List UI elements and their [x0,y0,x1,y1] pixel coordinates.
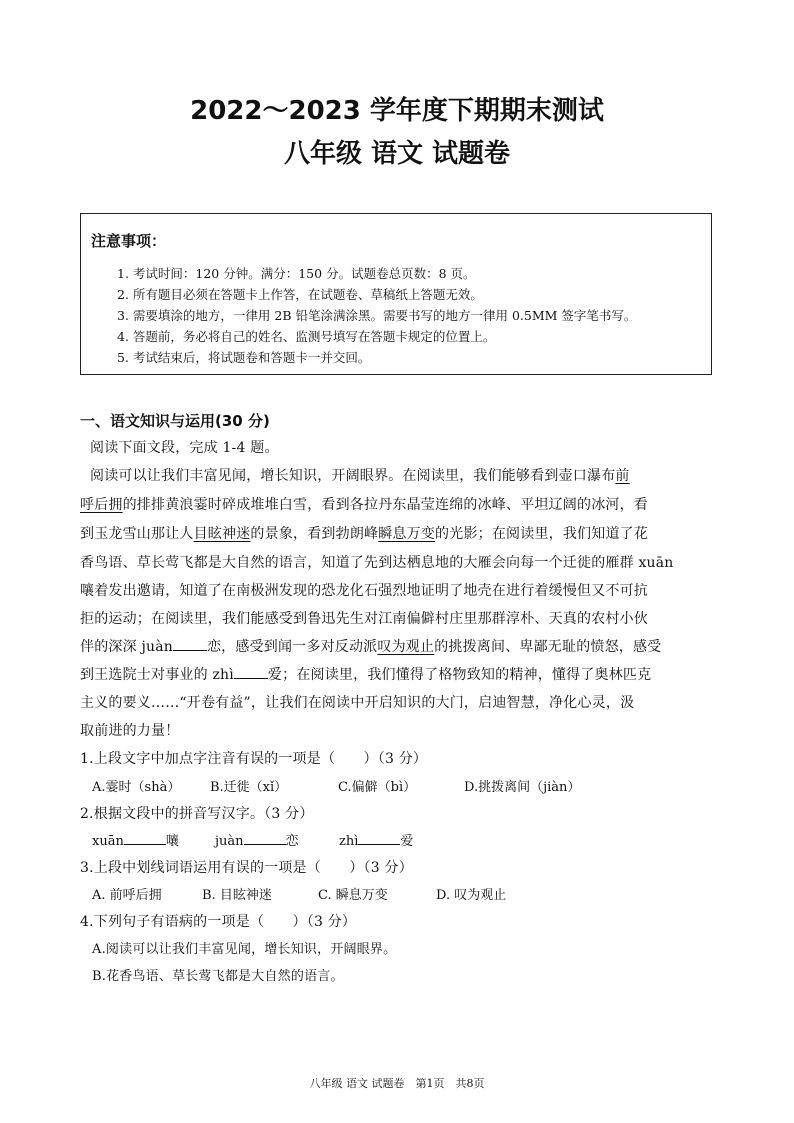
exam-title: 2022～2023 学年度下期期末测试 [190,96,604,126]
underlined-word: 呼后拥 [80,497,123,513]
question-3: 3.上段中划线词语运用有误的一项是（ ）（3 分） [80,860,413,876]
notice-title: 注意事项： [91,232,167,250]
fill-blank [358,832,400,845]
question-1: 1.上段文字中加点字注音有误的一项是（ ）（3 分） [80,751,428,767]
underlined-word: 叹为观止 [377,639,435,655]
passage-line: 主义的要义……“开卷有益”，让我们在阅读中开启知识的大门，启迪智慧，净化心灵，汲 [80,695,635,711]
passage-line [90,465,630,485]
passage-line [80,664,651,684]
passage-text: 到王选院士对事业的 zhì [80,667,234,683]
fill-blank [244,832,286,845]
option-c: C. 瞬息万变 [318,888,388,903]
passage-line: 嚷着发出邀请，知道了在南极洲发现的恐龙化石强烈地证明了地壳在进行着缓慢但又不可抗 [80,583,648,599]
passage-line: 取前进的力量！ [80,723,180,739]
question-2-items [92,830,413,849]
notice-item: 1. 考试时间：120 分钟。满分：150 分。试题卷总页数：8 页。 [117,266,476,281]
section-heading: 一、语文知识与运用(30 分) [80,412,270,430]
passage-text: 恋，感受到闻一多对反动派 [206,639,378,655]
option-a: A.阅读可以让我们丰富见闻，增长知识，开阔眼界。 [92,942,397,957]
page-footer: 八年级 语文 试题卷 第1页 共8页 [309,1077,485,1090]
passage-text: 伴的深深 juàn [80,639,173,655]
notice-item: 3. 需要填涂的地方，一律用 2B 铅笔涂满涂黑。需要书写的地方一律用 0.5MM 签字笔书写。 [117,308,637,323]
passage-text: 的挑拨离间、卑鄙无耻的愤怒，感受 [434,639,662,655]
notice-item: 4. 答题前，务必将自己的姓名、监测号填写在答题卡规定的位置上。 [117,329,496,344]
fill-blank [234,666,268,679]
exam-subtitle: 八年级 语文 试题卷 [283,139,511,169]
passage-text: 的景象，看到勃朗峰 [250,526,379,542]
passage-line [80,636,661,656]
option-b: B. 目眩神迷 [202,888,272,903]
underlined-word: 目眩神迷 [193,526,251,542]
question-1-options [92,776,580,795]
pinyin-item: zhì 爱 [339,834,414,849]
fill-blank [124,832,166,845]
option-c: C.偏僻（bì） [338,780,417,795]
passage-text: 到玉龙雪山那让人 [80,526,194,542]
pinyin-item: xuān 嚷 [92,834,179,849]
question-2: 2.根据文段中的拼音写汉字。（3 分） [80,806,314,822]
option-b: B.花香鸟语、草长莺飞都是大自然的语言。 [92,969,344,984]
notice-box [80,213,712,375]
notice-item: 5. 考试结束后，将试题卷和答题卡一并交回。 [117,350,371,365]
passage-text: 的光影；在阅读里，我们知道了花 [435,526,649,542]
option-a: A.霎时（shà） [92,780,181,795]
option-a: A. 前呼后拥 [92,888,162,903]
passage-line: 香鸟语、草长莺飞都是大自然的语言，知道了先到达栖息地的大雁会向每一个迁徙的雁群 xuān [80,555,674,571]
option-d: D. 叹为观止 [436,888,507,903]
passage-text: 的排排黄浪霎时碎成堆堆白雪，看到各拉丹东晶莹连绵的冰峰、平坦辽阔的冰河，看 [122,497,649,513]
option-b: B.迁徙（xǐ） [210,780,288,795]
question-4: 4.下列句子有语病的一项是（ ）（3 分） [80,914,357,930]
section-instruction: 阅读下面文段，完成 1-4 题。 [90,440,279,456]
passage-text: 爱；在阅读里，我们懂得了格物致知的精神，懂得了奥林匹克 [267,667,652,683]
passage-text: 阅读可以让我们丰富见闻，增长知识，开阔眼界。在阅读里，我们能够看到壶口瀑布 [90,468,616,484]
option-d: D.挑拨离间（jiàn） [464,780,581,795]
passage-line [80,523,648,543]
notice-item: 2. 所有题目必须在答题卡上作答，在试题卷、草稿纸上答题无效。 [117,287,483,302]
underlined-word: 前 [615,468,630,484]
underlined-word: 瞬息万变 [378,526,436,542]
fill-blank [173,638,207,651]
passage-line: 拒的运动；在阅读里，我们能感受到鲁迅先生对江南偏僻村庄里那群淳朴、天真的农村小伙 [80,611,648,627]
passage-line [80,494,648,514]
question-3-options [92,884,506,903]
pinyin-item: juàn 恋 [215,834,299,849]
